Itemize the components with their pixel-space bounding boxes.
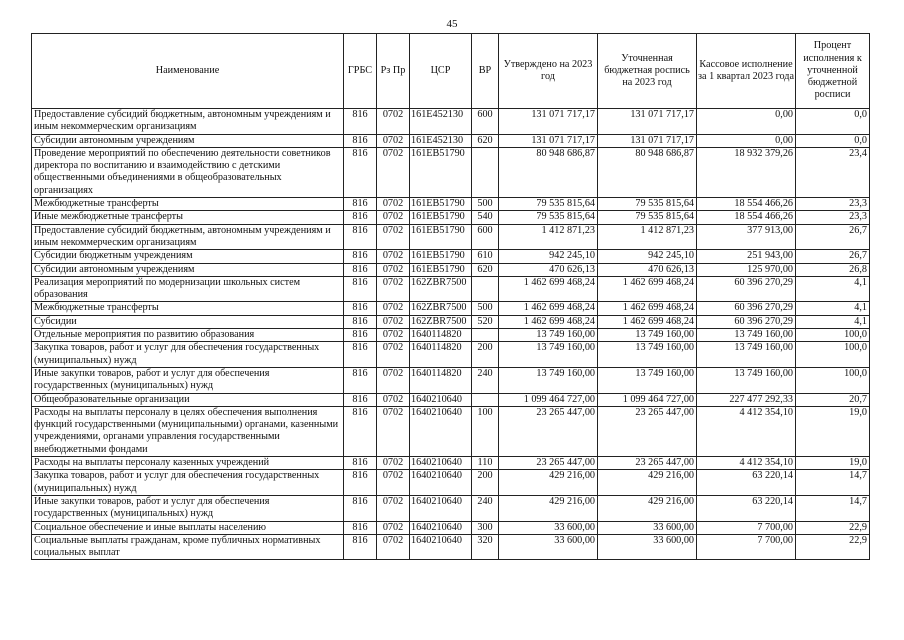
- row-name-cell: Реализация мероприятий по модернизации школьных систем образования: [32, 276, 344, 302]
- table-row: [32, 315, 870, 328]
- cash-cell: 0,00: [697, 109, 796, 135]
- rzpr-cell: 0702: [377, 224, 410, 250]
- rzpr-cell: 0702: [377, 276, 410, 302]
- rzpr-cell: 0702: [377, 457, 410, 470]
- percent-cell: 23,3: [796, 198, 870, 211]
- csr-cell: 161EB51790: [410, 263, 472, 276]
- refined-cell: 13 749 160,00: [598, 329, 697, 342]
- approved-cell: 23 265 447,00: [499, 406, 598, 456]
- approved-cell: 1 412 871,23: [499, 224, 598, 250]
- cash-cell: 63 220,14: [697, 495, 796, 521]
- approved-cell: 33 600,00: [499, 534, 598, 560]
- cash-cell: 125 970,00: [697, 263, 796, 276]
- vr-cell: 620: [472, 134, 499, 147]
- csr-cell: 1640210640: [410, 470, 472, 496]
- row-name-cell: Предоставление субсидий бюджетным, автономным учреждениям и иным некоммерческим организациям: [32, 224, 344, 250]
- vr-cell: [472, 147, 499, 197]
- table-row: [32, 224, 870, 250]
- refined-cell: 1 099 464 727,00: [598, 393, 697, 406]
- grbs-cell: 816: [344, 211, 377, 224]
- cash-cell: 251 943,00: [697, 250, 796, 263]
- percent-cell: 20,7: [796, 393, 870, 406]
- grbs-cell: 816: [344, 406, 377, 456]
- header-approved: Утверждено на 2023 год: [499, 34, 598, 109]
- row-name-cell: Расходы на выплаты персоналу казенных учреждений: [32, 457, 344, 470]
- csr-cell: 161EB51790: [410, 198, 472, 211]
- vr-cell: 240: [472, 367, 499, 393]
- header-cash: Кассовое исполнение за 1 квартал 2023 года: [697, 34, 796, 109]
- cash-cell: 18 932 379,26: [697, 147, 796, 197]
- table-row: [32, 342, 870, 368]
- rzpr-cell: 0702: [377, 406, 410, 456]
- grbs-cell: 816: [344, 263, 377, 276]
- rzpr-cell: 0702: [377, 263, 410, 276]
- refined-cell: 470 626,13: [598, 263, 697, 276]
- row-name-cell: Иные закупки товаров, работ и услуг для обеспечения государственных (муниципальных) нужд: [32, 495, 344, 521]
- cash-cell: 13 749 160,00: [697, 342, 796, 368]
- header-vr: ВР: [472, 34, 499, 109]
- grbs-cell: 816: [344, 329, 377, 342]
- vr-cell: 240: [472, 495, 499, 521]
- csr-cell: 162ZBR7500: [410, 276, 472, 302]
- grbs-cell: 816: [344, 134, 377, 147]
- rzpr-cell: 0702: [377, 250, 410, 263]
- percent-cell: 22,9: [796, 521, 870, 534]
- cash-cell: 377 913,00: [697, 224, 796, 250]
- approved-cell: 1 462 699 468,24: [499, 302, 598, 315]
- approved-cell: 13 749 160,00: [499, 367, 598, 393]
- header-grbs: ГРБС: [344, 34, 377, 109]
- header-name: Наименование: [32, 34, 344, 109]
- vr-cell: 500: [472, 198, 499, 211]
- row-name-cell: Проведение мероприятий по обеспечению деятельности советников директора по воспитанию и взаимодействию с детскими общественными объединениями в общеобразовательных организациях: [32, 147, 344, 197]
- row-name-cell: Закупка товаров, работ и услуг для обеспечения государственных (муниципальных) нужд: [32, 342, 344, 368]
- rzpr-cell: 0702: [377, 521, 410, 534]
- cash-cell: 60 396 270,29: [697, 302, 796, 315]
- row-name-cell: Закупка товаров, работ и услуг для обеспечения государственных (муниципальных) нужд: [32, 470, 344, 496]
- row-name-cell: Межбюджетные трансферты: [32, 302, 344, 315]
- csr-cell: 1640114820: [410, 367, 472, 393]
- row-name-cell: Субсидии бюджетным учреждениям: [32, 250, 344, 263]
- grbs-cell: 816: [344, 109, 377, 135]
- percent-cell: 19,0: [796, 457, 870, 470]
- percent-cell: 4,1: [796, 276, 870, 302]
- table-row: [32, 276, 870, 302]
- refined-cell: 23 265 447,00: [598, 457, 697, 470]
- vr-cell: [472, 329, 499, 342]
- row-name-cell: Субсидии автономным учреждениям: [32, 134, 344, 147]
- vr-cell: 520: [472, 315, 499, 328]
- csr-cell: 1640210640: [410, 534, 472, 560]
- percent-cell: 100,0: [796, 367, 870, 393]
- cash-cell: 227 477 292,33: [697, 393, 796, 406]
- cash-cell: 18 554 466,26: [697, 211, 796, 224]
- cash-cell: 18 554 466,26: [697, 198, 796, 211]
- rzpr-cell: 0702: [377, 211, 410, 224]
- rzpr-cell: 0702: [377, 470, 410, 496]
- vr-cell: 320: [472, 534, 499, 560]
- grbs-cell: 816: [344, 302, 377, 315]
- header-percent: Процент исполнения к уточненной бюджетной росписи: [796, 34, 870, 109]
- vr-cell: 600: [472, 109, 499, 135]
- approved-cell: 942 245,10: [499, 250, 598, 263]
- percent-cell: 100,0: [796, 342, 870, 368]
- grbs-cell: 816: [344, 457, 377, 470]
- percent-cell: 14,7: [796, 495, 870, 521]
- approved-cell: 13 749 160,00: [499, 342, 598, 368]
- percent-cell: 0,0: [796, 134, 870, 147]
- table-row: [32, 147, 870, 197]
- table-row: [32, 470, 870, 496]
- grbs-cell: 816: [344, 198, 377, 211]
- percent-cell: 4,1: [796, 315, 870, 328]
- table-row: [32, 302, 870, 315]
- grbs-cell: 816: [344, 147, 377, 197]
- csr-cell: 161EB51790: [410, 224, 472, 250]
- percent-cell: 23,4: [796, 147, 870, 197]
- row-name-cell: Общеобразовательные организации: [32, 393, 344, 406]
- refined-cell: 131 071 717,17: [598, 109, 697, 135]
- cash-cell: 60 396 270,29: [697, 276, 796, 302]
- grbs-cell: 816: [344, 276, 377, 302]
- csr-cell: 161EB51790: [410, 250, 472, 263]
- approved-cell: 79 535 815,64: [499, 211, 598, 224]
- csr-cell: 161E452130: [410, 109, 472, 135]
- table-row: [32, 109, 870, 135]
- row-name-cell: Иные межбюджетные трансферты: [32, 211, 344, 224]
- csr-cell: 161EB51790: [410, 147, 472, 197]
- rzpr-cell: 0702: [377, 315, 410, 328]
- percent-cell: 4,1: [796, 302, 870, 315]
- vr-cell: 610: [472, 250, 499, 263]
- grbs-cell: 816: [344, 315, 377, 328]
- refined-cell: 942 245,10: [598, 250, 697, 263]
- row-name-cell: Субсидии: [32, 315, 344, 328]
- grbs-cell: 816: [344, 534, 377, 560]
- rzpr-cell: 0702: [377, 109, 410, 135]
- grbs-cell: 816: [344, 224, 377, 250]
- csr-cell: 161EB51790: [410, 211, 472, 224]
- refined-cell: 13 749 160,00: [598, 342, 697, 368]
- refined-cell: 13 749 160,00: [598, 367, 697, 393]
- approved-cell: 429 216,00: [499, 470, 598, 496]
- cash-cell: 4 412 354,10: [697, 406, 796, 456]
- percent-cell: 100,0: [796, 329, 870, 342]
- rzpr-cell: 0702: [377, 147, 410, 197]
- refined-cell: 33 600,00: [598, 521, 697, 534]
- vr-cell: 300: [472, 521, 499, 534]
- percent-cell: 22,9: [796, 534, 870, 560]
- approved-cell: 13 749 160,00: [499, 329, 598, 342]
- vr-cell: 620: [472, 263, 499, 276]
- table-row: [32, 211, 870, 224]
- refined-cell: 80 948 686,87: [598, 147, 697, 197]
- budget-table: [31, 33, 870, 560]
- refined-cell: 79 535 815,64: [598, 198, 697, 211]
- approved-cell: 131 071 717,17: [499, 134, 598, 147]
- csr-cell: 1640210640: [410, 457, 472, 470]
- percent-cell: 26,8: [796, 263, 870, 276]
- csr-cell: 1640210640: [410, 521, 472, 534]
- approved-cell: 131 071 717,17: [499, 109, 598, 135]
- table-row: [32, 534, 870, 560]
- page-number: 45: [446, 18, 458, 30]
- table-row: [32, 495, 870, 521]
- refined-cell: 429 216,00: [598, 470, 697, 496]
- rzpr-cell: 0702: [377, 367, 410, 393]
- vr-cell: 540: [472, 211, 499, 224]
- grbs-cell: 816: [344, 495, 377, 521]
- grbs-cell: 816: [344, 342, 377, 368]
- approved-cell: 80 948 686,87: [499, 147, 598, 197]
- approved-cell: 1 099 464 727,00: [499, 393, 598, 406]
- row-name-cell: Социальное обеспечение и иные выплаты населению: [32, 521, 344, 534]
- rzpr-cell: 0702: [377, 342, 410, 368]
- table-row: [32, 393, 870, 406]
- percent-cell: 26,7: [796, 224, 870, 250]
- vr-cell: [472, 393, 499, 406]
- refined-cell: 1 462 699 468,24: [598, 302, 697, 315]
- table-row: [32, 457, 870, 470]
- table-body: [32, 109, 870, 560]
- cash-cell: 7 700,00: [697, 534, 796, 560]
- table-row: [32, 134, 870, 147]
- header-refined: Уточненная бюджетная роспись на 2023 год: [598, 34, 697, 109]
- grbs-cell: 816: [344, 367, 377, 393]
- table-row: [32, 198, 870, 211]
- row-name-cell: Отдельные мероприятия по развитию образования: [32, 329, 344, 342]
- approved-cell: 33 600,00: [499, 521, 598, 534]
- approved-cell: 23 265 447,00: [499, 457, 598, 470]
- refined-cell: 1 462 699 468,24: [598, 315, 697, 328]
- percent-cell: 14,7: [796, 470, 870, 496]
- rzpr-cell: 0702: [377, 329, 410, 342]
- rzpr-cell: 0702: [377, 393, 410, 406]
- cash-cell: 60 396 270,29: [697, 315, 796, 328]
- csr-cell: 1640114820: [410, 329, 472, 342]
- row-name-cell: Социальные выплаты гражданам, кроме публичных нормативных социальных выплат: [32, 534, 344, 560]
- cash-cell: 13 749 160,00: [697, 329, 796, 342]
- approved-cell: 470 626,13: [499, 263, 598, 276]
- cash-cell: 4 412 354,10: [697, 457, 796, 470]
- csr-cell: 1640114820: [410, 342, 472, 368]
- grbs-cell: 816: [344, 250, 377, 263]
- table-row: [32, 329, 870, 342]
- csr-cell: 162ZBR7500: [410, 315, 472, 328]
- header-csr: ЦСР: [410, 34, 472, 109]
- refined-cell: 429 216,00: [598, 495, 697, 521]
- header-row: [32, 34, 870, 109]
- vr-cell: [472, 276, 499, 302]
- cash-cell: 63 220,14: [697, 470, 796, 496]
- grbs-cell: 816: [344, 521, 377, 534]
- rzpr-cell: 0702: [377, 534, 410, 560]
- refined-cell: 1 462 699 468,24: [598, 276, 697, 302]
- vr-cell: 200: [472, 470, 499, 496]
- cash-cell: 13 749 160,00: [697, 367, 796, 393]
- table-row: [32, 521, 870, 534]
- csr-cell: 162ZBR7500: [410, 302, 472, 315]
- row-name-cell: Расходы на выплаты персоналу в целях обеспечения выполнения функций государственными (муниципальными) органами, казенными учреждениями, органами управления государственными внебюджетными фондами: [32, 406, 344, 456]
- vr-cell: 200: [472, 342, 499, 368]
- refined-cell: 23 265 447,00: [598, 406, 697, 456]
- rzpr-cell: 0702: [377, 302, 410, 315]
- vr-cell: 500: [472, 302, 499, 315]
- grbs-cell: 816: [344, 470, 377, 496]
- rzpr-cell: 0702: [377, 495, 410, 521]
- header-rzpr: Рз Пр: [377, 34, 410, 109]
- approved-cell: 1 462 699 468,24: [499, 315, 598, 328]
- csr-cell: 161E452130: [410, 134, 472, 147]
- cash-cell: 7 700,00: [697, 521, 796, 534]
- approved-cell: 1 462 699 468,24: [499, 276, 598, 302]
- refined-cell: 79 535 815,64: [598, 211, 697, 224]
- approved-cell: 429 216,00: [499, 495, 598, 521]
- row-name-cell: Межбюджетные трансферты: [32, 198, 344, 211]
- vr-cell: 600: [472, 224, 499, 250]
- rzpr-cell: 0702: [377, 198, 410, 211]
- refined-cell: 131 071 717,17: [598, 134, 697, 147]
- percent-cell: 23,3: [796, 211, 870, 224]
- percent-cell: 0,0: [796, 109, 870, 135]
- table-row: [32, 250, 870, 263]
- approved-cell: 79 535 815,64: [499, 198, 598, 211]
- row-name-cell: Субсидии автономным учреждениям: [32, 263, 344, 276]
- refined-cell: 1 412 871,23: [598, 224, 697, 250]
- csr-cell: 1640210640: [410, 406, 472, 456]
- table-row: [32, 367, 870, 393]
- vr-cell: 100: [472, 406, 499, 456]
- cash-cell: 0,00: [697, 134, 796, 147]
- table-row: [32, 263, 870, 276]
- percent-cell: 19,0: [796, 406, 870, 456]
- rzpr-cell: 0702: [377, 134, 410, 147]
- grbs-cell: 816: [344, 393, 377, 406]
- percent-cell: 26,7: [796, 250, 870, 263]
- row-name-cell: Иные закупки товаров, работ и услуг для обеспечения государственных (муниципальных) нужд: [32, 367, 344, 393]
- vr-cell: 110: [472, 457, 499, 470]
- refined-cell: 33 600,00: [598, 534, 697, 560]
- row-name-cell: Предоставление субсидий бюджетным, автономным учреждениям и иным некоммерческим организациям: [32, 109, 344, 135]
- csr-cell: 1640210640: [410, 393, 472, 406]
- csr-cell: 1640210640: [410, 495, 472, 521]
- table-row: [32, 406, 870, 456]
